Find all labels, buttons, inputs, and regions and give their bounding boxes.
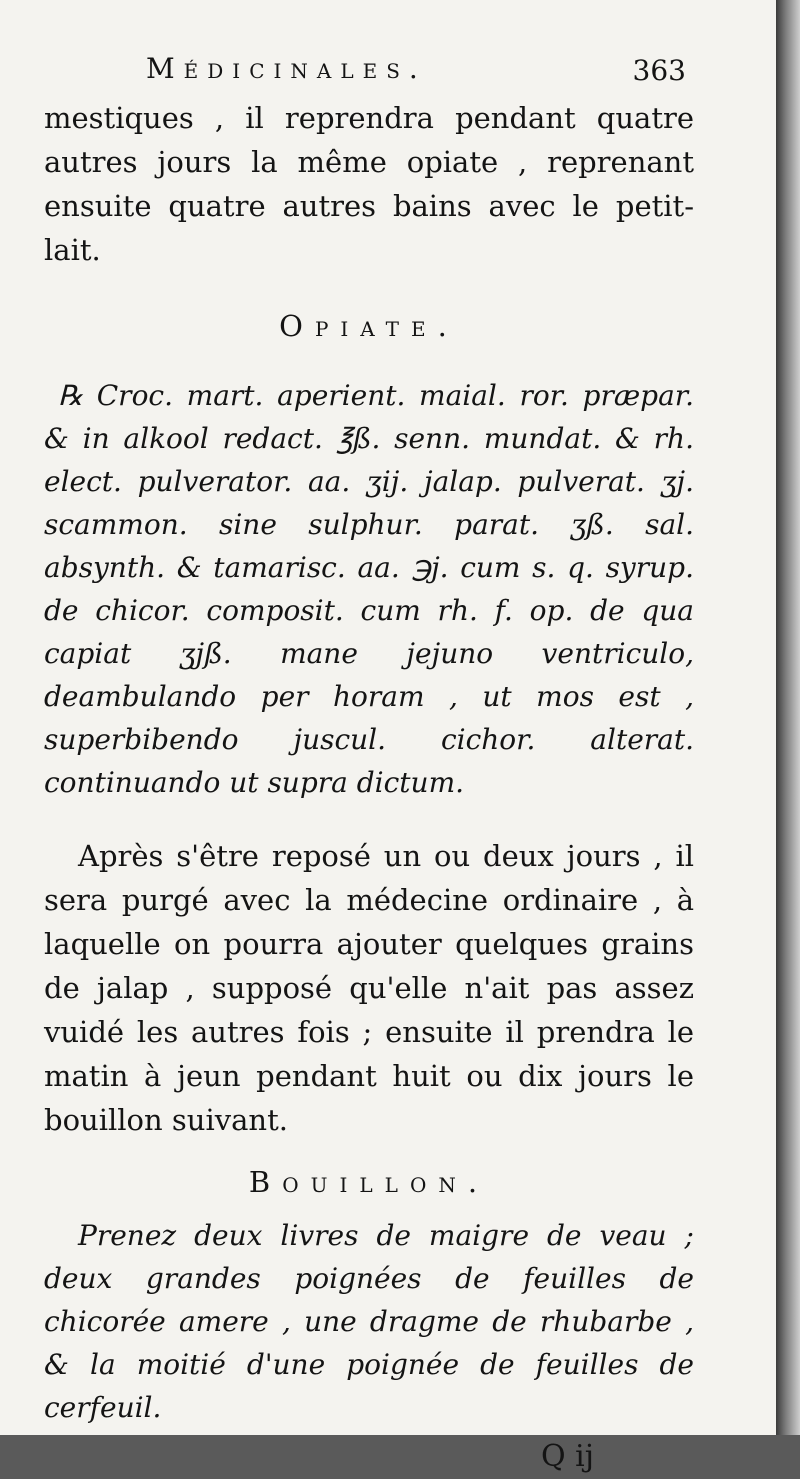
continuation-paragraph: mestiques , il reprendra pendant quatre autres jours la même opiate , reprenant ensuite quatre autres bains avec le petit-lait. bbox=[44, 101, 694, 267]
signature-mark: Q ij bbox=[540, 1439, 594, 1474]
opiate-recipe: ℞ Croc. mart. aperient. maial. ror. præpar. & in alkool redact. ℥ß. senn. mundat. & rh. elect. pulverator. aa. ʒij. jalap. pulverat. ʒj. scammon. sine sulphur. parat. ʒß. sal. absynth. & tamarisc. aa. ℈j. cum s. q. syrup. de chicor. composit. cum rh. f. op. de qua capiat ʒjß. mane jejuno ventriculo, deambulando per horam , ut mos est , superbibendo juscul. cichor. alterat. continuando ut supra dictum. bbox=[44, 379, 694, 799]
section-heading-opiate: Opiate. bbox=[279, 309, 459, 343]
page-number: 363 bbox=[632, 54, 686, 87]
instruction-paragraph: Après s'être reposé un ou deux jours , il sera purgé avec la médecine ordinaire , à laquelle on pourra ajouter quelques grains de jalap , supposé qu'elle n'ait pas assez vuidé les autres fois ; ensuite il prendra le matin à jeun pendant huit ou dix jours le bouillon suivant. bbox=[44, 839, 694, 1137]
running-head: Médicinales. bbox=[146, 52, 427, 85]
page-edge-shadow bbox=[776, 0, 800, 1435]
section-heading-bouillon: Bouillon. bbox=[248, 1165, 490, 1199]
page-text bbox=[44, 52, 694, 1479]
page-header bbox=[44, 52, 694, 96]
bouillon-recipe: Prenez deux livres de maigre de veau ; deux grandes poignées de feuilles de chicorée amere , une dragme de rhubarbe , & la moitié d'une poignée de feuilles de cerfeuil. bbox=[44, 1219, 694, 1424]
